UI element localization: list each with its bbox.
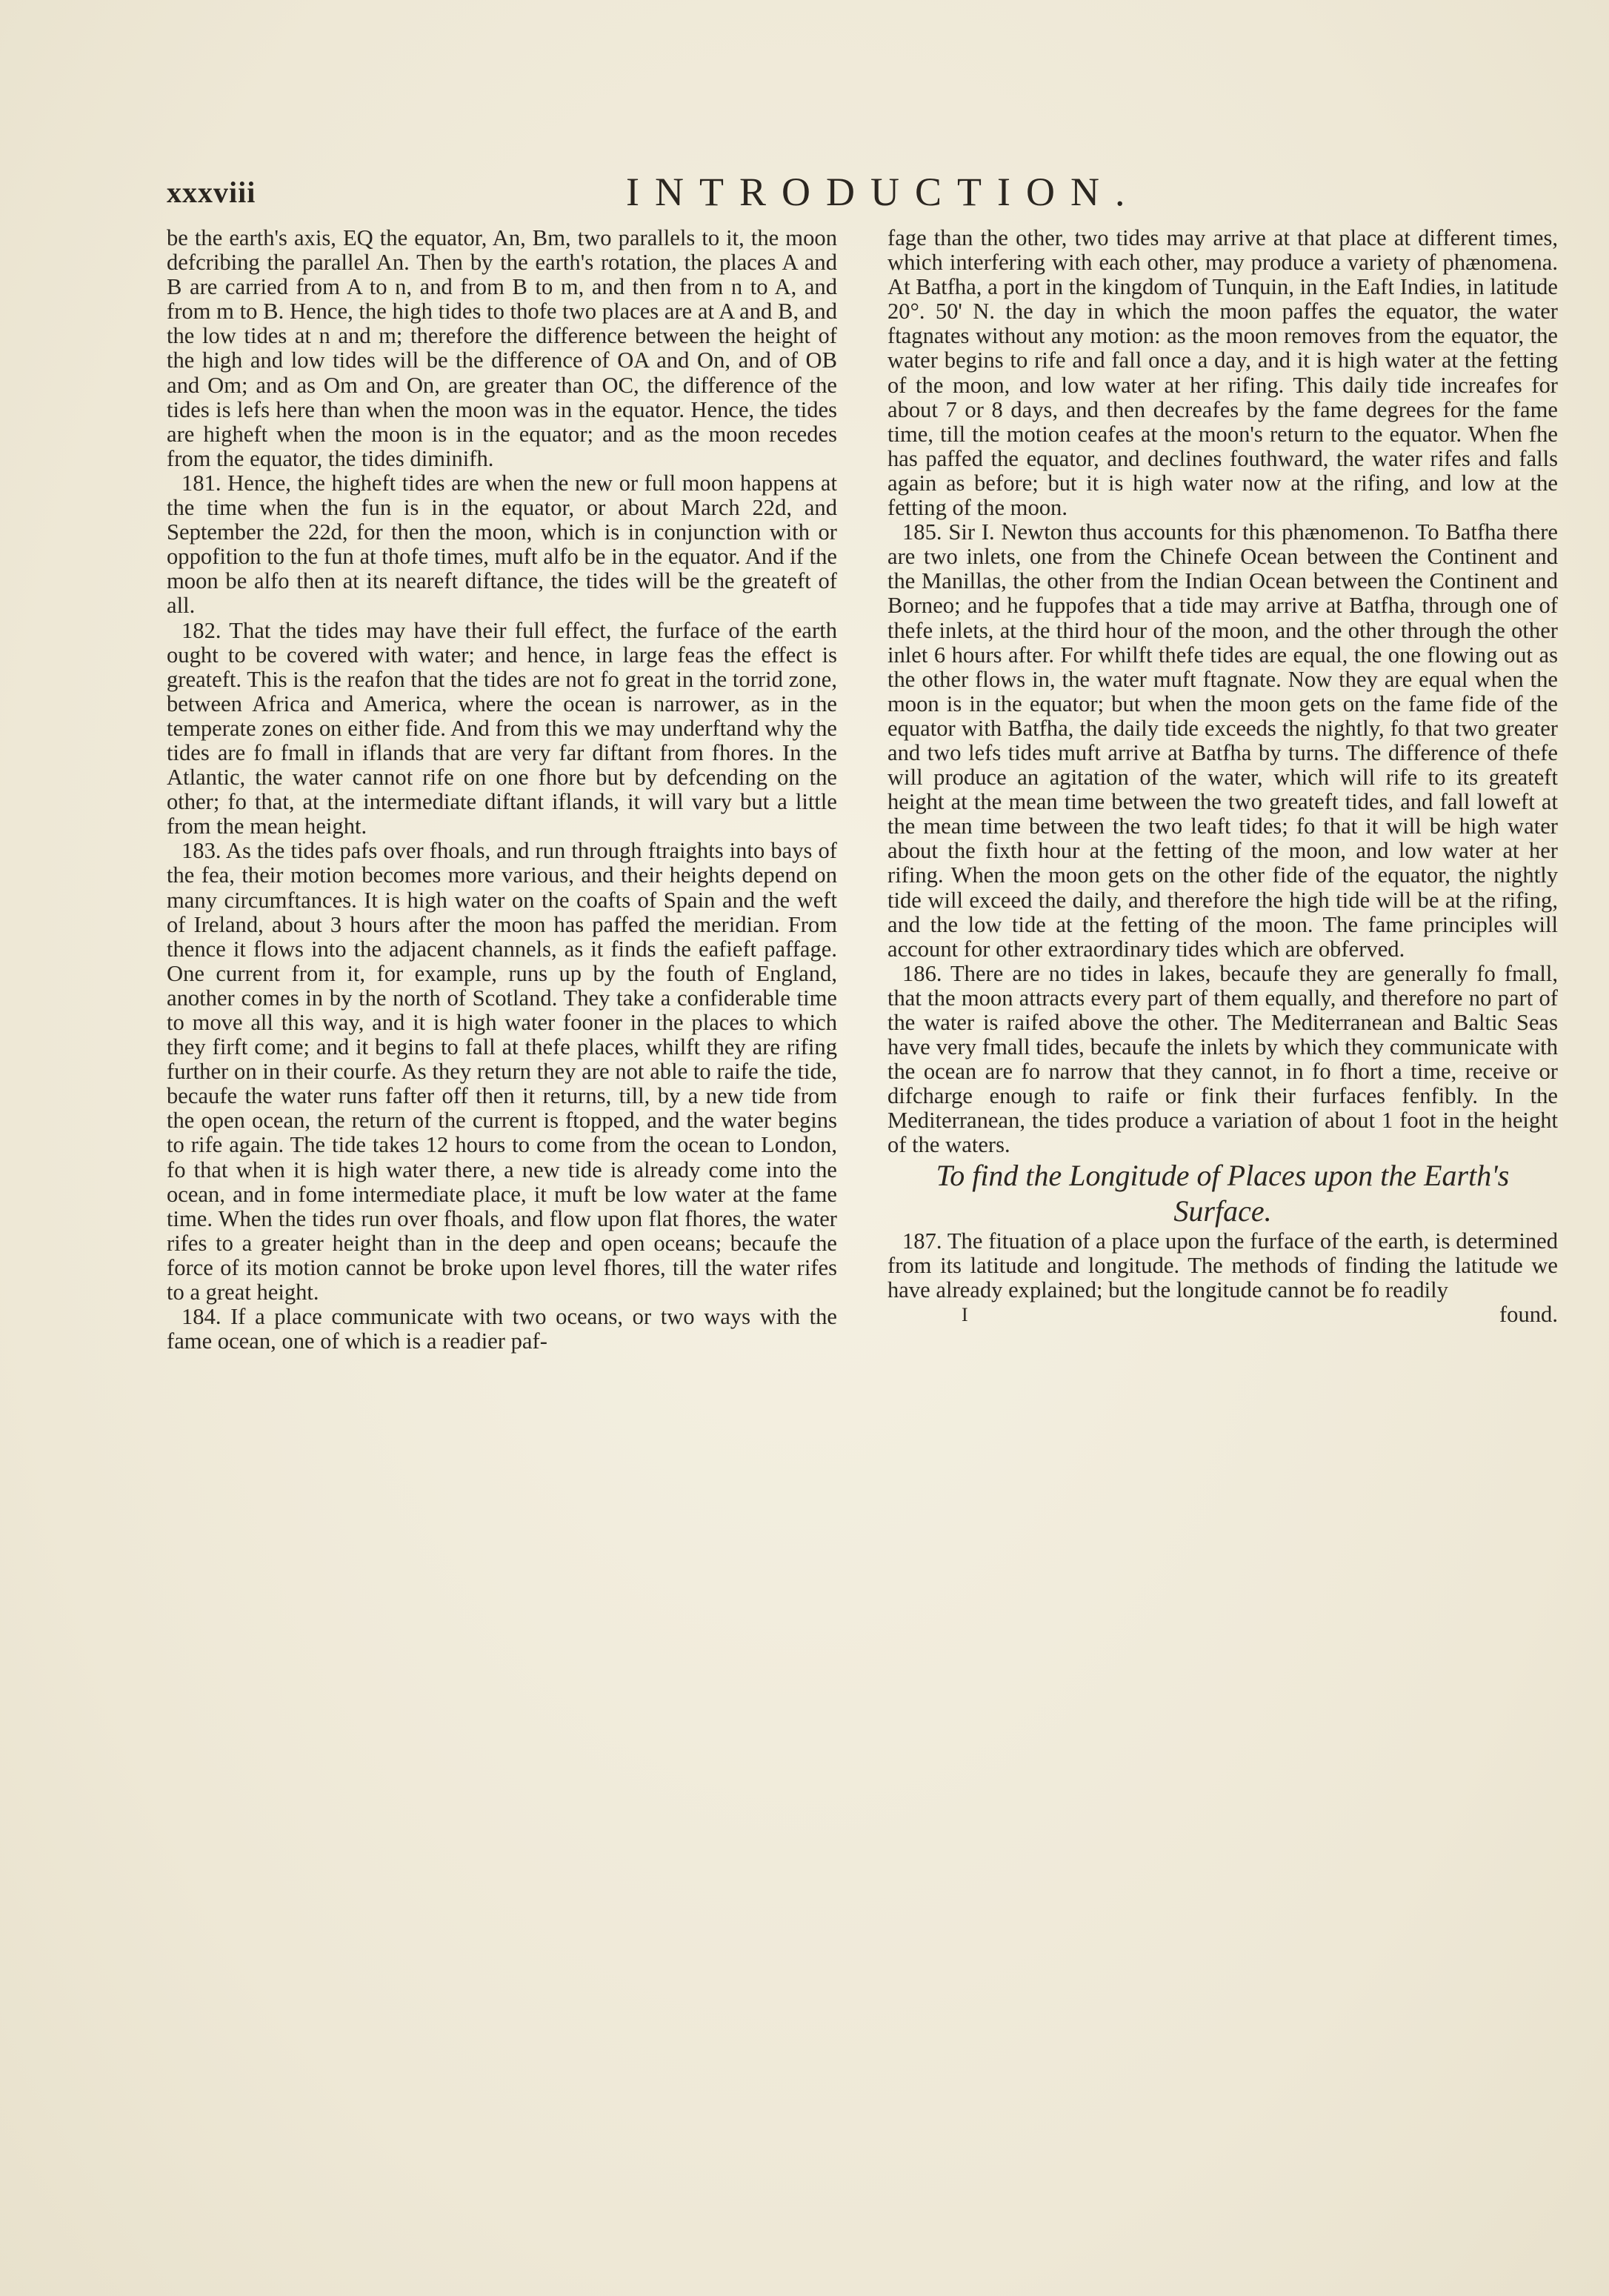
section-heading: To find the Longitude of Places upon the Earth's Surface. bbox=[936, 1158, 1510, 1228]
paragraph-184: 184. If a place communicate with two oceans, or two ways with the fame ocean, one of which is a readier paf- bbox=[167, 1304, 837, 1354]
paragraph-184-continued: fage than the other, two tides may arrive at that place at different times, which interfering with each other, may produce a variety of phænomena. At Batfha, a port in the kingdom of Tunquin, in the Eaft Indies, in latitude 20°. 50' N. the day in which the moon paffes the equator, the water ftagnates without any motion: as the moon removes from the equator, the water begins to rife and fall once a day, and it is high water at the fetting of the moon, and low water at her rifing. This daily tide increafes for about 7 or 8 days, and then decreafes by the fame degrees for the fame time, till the motion ceafes at the moon's return to the equator. When fhe has paffed the equator, and declines fouthward, the water rifes and falls again as before; but it is high water now at the rifing, and low at the fetting of the moon. bbox=[887, 225, 1558, 521]
page-number: xxxviii bbox=[167, 176, 256, 209]
right-column bbox=[887, 226, 1558, 1327]
paragraph-186: 186. There are no tides in lakes, becaufe they are generally fo fmall, that the moon attracts every part of them equally, and therefore no part of the water is raifed above the other. The Mediterranean and Baltic Seas have very fmall tides, becaufe the inlets by which they communicate with the ocean are fo narrow that they cannot, in fo fhort a time, receive or difcharge enough to raife or fink their furfaces fenfibly. In the Mediterranean, the tides produce a variation of about 1 foot in the height of the waters. bbox=[887, 960, 1558, 1158]
page-header bbox=[167, 169, 1530, 213]
paragraph-182: 182. That the tides may have their full effect, the furface of the earth ought to be covered with water; and hence, in large feas the effect is greateft. This is the reafon that the tides are not fo great in the torrid zone, between Africa and America, where the ocean is narrower, as in the temperate zones on either fide. And from this we may underftand why the tides are fo fmall in iflands that are very far diftant from fhores. In the Atlantic, the water cannot rife on one fhore but by defcending on the other; fo that, at the intermediate diftant iflands, it will vary but a little from the mean height. bbox=[167, 617, 837, 839]
paragraph: be the earth's axis, EQ the equator, An, Bm, two parallels to it, the moon defcribing the parallel An. Then by the earth's rotation, the places A and B are carried from A to n, and from B to m, and then from n to A, and from m to B. Hence, the high tides to thofe two places are at A and B, and the low tides at n and m; therefore the difference between the height of the high and low tides will be the difference of OA and On, and of OB and Om; and as Om and On, are greater than OC, the difference of the tides is lefs here than when the moon was in the equator. Hence, the tides are higheft when the moon is in the equator; and as the moon recedes from the equator, the tides diminifh. bbox=[167, 225, 837, 471]
paragraph-185: 185. Sir I. Newton thus accounts for this phænomenon. To Batfha there are two inlets, one from the Chinefe Ocean between the Continent and the Manillas, the other from the Indian Ocean between the Continent and Borneo; and he fuppofes that a tide may arrive at Batfha, through one of thefe inlets, at the third hour of the moon, and the other through the other inlet 6 hours after. For whilft thefe tides are equal, the one flowing out as the other flows in, the water muft ftagnate. Now they are equal when the moon is in the equator; but when the moon gets on the fame fide of the equator with Batfha, the daily tide exceeds the nightly, fo that two greater and two lefs tides muft arrive at Batfha by turns. The difference of thefe will produce an agitation of the water, which will rife to its greateft height at the mean time between the two greateft tides, and fall loweft at the mean time between the two leaft tides; fo that it will be high water about the fixth hour at the fetting of the moon, and low water at her rifing. When the moon gets on the other fide of the equator, the nightly tide will exceed the daily, and therefore the high tide will be at the rifing, and the low tide at the fetting of the moon. The fame principles will account for other extraordinary tides which are obferved. bbox=[887, 519, 1558, 962]
left-column bbox=[167, 226, 837, 1354]
signature-mark: I bbox=[962, 1303, 968, 1325]
running-head: INTRODUCTION. bbox=[626, 170, 1141, 214]
catchword: found. bbox=[1499, 1301, 1558, 1327]
page-footer bbox=[887, 1302, 1558, 1327]
paragraph-181: 181. Hence, the higheft tides are when the new or full moon happens at the time when the fun is in the equator, or about March 22d, and September the 22d, for then the moon, which is in conjunction with or oppofition to the fun at thofe times, muft alfo be in the equator. And if the moon be alfo then at its neareft diftance, the tides will be the greateft of all. bbox=[167, 470, 837, 619]
paragraph-187: 187. The fituation of a place upon the furface of the earth, is determined from its latitude and longitude. The methods of finding the latitude we have already explained; but the longitude cannot be fo readily bbox=[887, 1228, 1558, 1302]
paragraph-183: 183. As the tides pafs over fhoals, and run through ftraights into bays of the fea, their motion becomes more various, and their heights depend on many circumftances. It is high water on the coafts of Spain and the weft of Ireland, about 3 hours after the moon has paffed the meridian. From thence it flows into the adjacent channels, as it finds the eafieft paffage. One current from it, for example, runs up by the fouth of England, another comes in by the north of Scotland. They take a confiderable time to move all this way, and it is high water fooner in the places to which they firft come; and it begins to fall at thefe places, whilft they are rifing further on in their courfe. As they return they are not able to raife the tide, becaufe the water runs fafter off then it returns, till, by a new tide from the open ocean, the return of the current is ftopped, and the water begins to rife again. The tide takes 12 hours to come from the ocean to London, fo that when it is high water there, a new tide is already come into the ocean, and in fome intermediate place, it muft be low water at the fame time. When the tides run over fhoals, and flow upon flat fhores, the water rifes to a greater height than in the deep and open oceans; becaufe the force of its motion cannot be broke upon level fhores, till the water rifes to a great height. bbox=[167, 838, 837, 1305]
